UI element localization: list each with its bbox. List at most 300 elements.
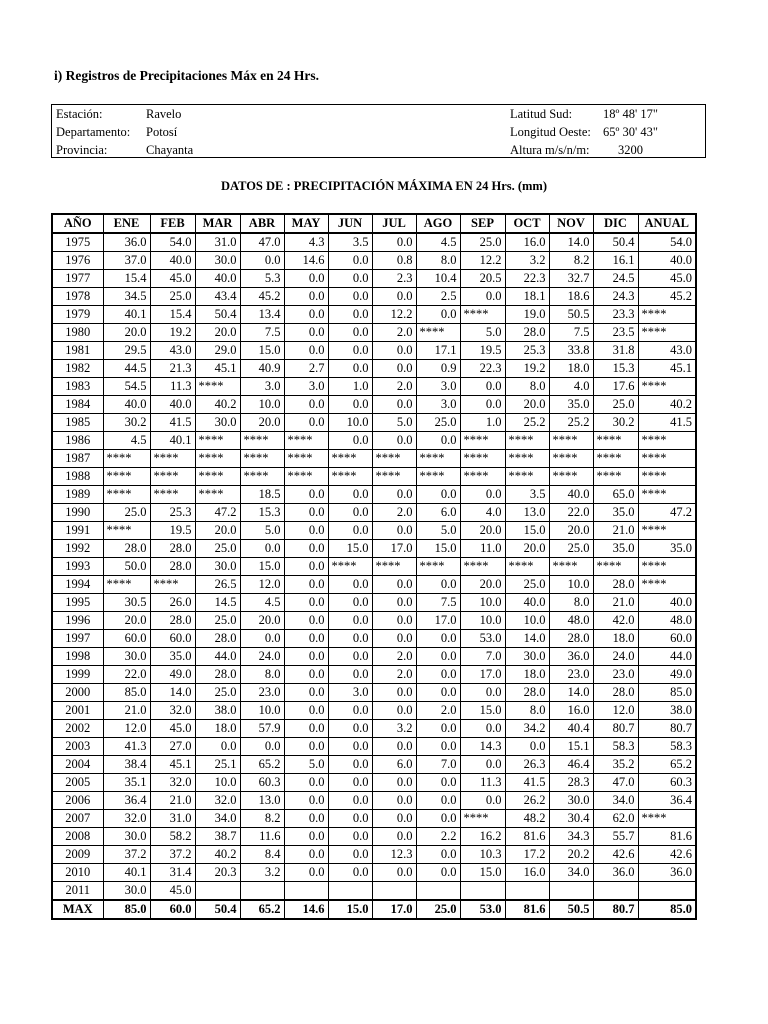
value-cell: 0.0 bbox=[328, 810, 372, 828]
value-cell: 7.5 bbox=[549, 324, 593, 342]
department-value: Potosí bbox=[146, 125, 178, 139]
year-cell: 1999 bbox=[52, 666, 103, 684]
value-cell: 0.0 bbox=[460, 792, 505, 810]
value-cell: 0.0 bbox=[328, 342, 372, 360]
value-cell: 10.0 bbox=[240, 396, 284, 414]
altitude-value: 3200 bbox=[618, 143, 643, 157]
value-cell: **** bbox=[505, 450, 549, 468]
value-cell: 40.1 bbox=[103, 306, 150, 324]
value-cell: **** bbox=[103, 450, 150, 468]
column-header: AGO bbox=[416, 214, 460, 233]
value-cell: 0.0 bbox=[284, 558, 328, 576]
value-cell: 4.0 bbox=[549, 378, 593, 396]
year-cell: 2011 bbox=[52, 882, 103, 901]
column-header: ENE bbox=[103, 214, 150, 233]
value-cell: 25.2 bbox=[549, 414, 593, 432]
value-cell: 41.5 bbox=[150, 414, 195, 432]
value-cell: 3.2 bbox=[372, 720, 416, 738]
value-cell: 0.0 bbox=[328, 432, 372, 450]
value-cell: 49.0 bbox=[638, 666, 696, 684]
value-cell: 0.0 bbox=[372, 738, 416, 756]
province-label: Provincia: bbox=[56, 143, 108, 157]
value-cell: 22.3 bbox=[505, 270, 549, 288]
value-cell: 0.0 bbox=[284, 270, 328, 288]
value-cell: 0.0 bbox=[328, 648, 372, 666]
table-row bbox=[52, 288, 696, 306]
value-cell: 0.0 bbox=[416, 432, 460, 450]
value-cell: **** bbox=[638, 576, 696, 594]
value-cell: 30.0 bbox=[549, 792, 593, 810]
altitude-label: Altura m/s/n/m: bbox=[510, 143, 590, 157]
table-row bbox=[52, 504, 696, 522]
value-cell: 36.0 bbox=[103, 233, 150, 252]
value-cell: 0.0 bbox=[460, 756, 505, 774]
value-cell: 11.3 bbox=[150, 378, 195, 396]
value-cell: 81.6 bbox=[505, 828, 549, 846]
value-cell: **** bbox=[103, 486, 150, 504]
value-cell: 35.0 bbox=[549, 396, 593, 414]
value-cell: 40.0 bbox=[103, 396, 150, 414]
value-cell: 30.0 bbox=[103, 828, 150, 846]
value-cell: 28.0 bbox=[150, 540, 195, 558]
value-cell: 44.0 bbox=[195, 648, 240, 666]
value-cell: 36.0 bbox=[593, 864, 638, 882]
table-row bbox=[52, 432, 696, 450]
value-cell: 30.2 bbox=[103, 414, 150, 432]
value-cell: 34.2 bbox=[505, 720, 549, 738]
value-cell: 47.0 bbox=[240, 233, 284, 252]
value-cell: 18.0 bbox=[505, 666, 549, 684]
value-cell: 17.6 bbox=[593, 378, 638, 396]
value-cell: 5.0 bbox=[460, 324, 505, 342]
value-cell: 0.0 bbox=[284, 864, 328, 882]
value-cell: **** bbox=[549, 468, 593, 486]
value-cell: 0.0 bbox=[284, 810, 328, 828]
value-cell: 7.0 bbox=[460, 648, 505, 666]
value-cell: 16.2 bbox=[460, 828, 505, 846]
value-cell: 16.0 bbox=[549, 702, 593, 720]
table-row bbox=[52, 522, 696, 540]
value-cell: 0.0 bbox=[284, 792, 328, 810]
value-cell: 0.0 bbox=[284, 288, 328, 306]
value-cell: 17.0 bbox=[416, 612, 460, 630]
year-cell: 2002 bbox=[52, 720, 103, 738]
value-cell: 53.0 bbox=[460, 630, 505, 648]
value-cell: 29.5 bbox=[103, 342, 150, 360]
value-cell: 36.0 bbox=[549, 648, 593, 666]
value-cell: 20.0 bbox=[505, 540, 549, 558]
value-cell bbox=[284, 882, 328, 901]
value-cell: **** bbox=[549, 432, 593, 450]
value-cell: 50.0 bbox=[103, 558, 150, 576]
value-cell: **** bbox=[505, 432, 549, 450]
value-cell: 4.0 bbox=[460, 504, 505, 522]
value-cell: 32.0 bbox=[103, 810, 150, 828]
value-cell: 0.0 bbox=[416, 666, 460, 684]
table-row bbox=[52, 846, 696, 864]
value-cell: 14.0 bbox=[505, 630, 549, 648]
table-row bbox=[52, 414, 696, 432]
value-cell: 24.5 bbox=[593, 270, 638, 288]
value-cell: 48.0 bbox=[549, 612, 593, 630]
value-cell: 0.0 bbox=[328, 288, 372, 306]
value-cell: 10.3 bbox=[460, 846, 505, 864]
value-cell: 2.7 bbox=[284, 360, 328, 378]
value-cell: 12.0 bbox=[593, 702, 638, 720]
value-cell: 14.0 bbox=[150, 684, 195, 702]
value-cell: 35.0 bbox=[593, 504, 638, 522]
value-cell: 43.0 bbox=[150, 342, 195, 360]
value-cell: 15.4 bbox=[103, 270, 150, 288]
value-cell: 48.0 bbox=[638, 612, 696, 630]
value-cell: 58.2 bbox=[150, 828, 195, 846]
value-cell: 42.0 bbox=[593, 612, 638, 630]
year-cell: 1998 bbox=[52, 648, 103, 666]
value-cell: 20.0 bbox=[195, 324, 240, 342]
value-cell: 35.0 bbox=[638, 540, 696, 558]
value-cell: 31.4 bbox=[150, 864, 195, 882]
value-cell: 12.3 bbox=[372, 846, 416, 864]
value-cell: 30.2 bbox=[593, 414, 638, 432]
value-cell: 45.0 bbox=[638, 270, 696, 288]
value-cell: 35.0 bbox=[150, 648, 195, 666]
value-cell: 22.0 bbox=[103, 666, 150, 684]
value-cell: **** bbox=[638, 432, 696, 450]
value-cell: 40.0 bbox=[150, 252, 195, 270]
value-cell: 0.0 bbox=[416, 630, 460, 648]
value-cell: 0.0 bbox=[240, 630, 284, 648]
value-cell: 20.0 bbox=[460, 522, 505, 540]
value-cell: 20.0 bbox=[103, 324, 150, 342]
value-cell bbox=[416, 882, 460, 901]
value-cell bbox=[195, 882, 240, 901]
value-cell: 41.5 bbox=[638, 414, 696, 432]
value-cell: 25.0 bbox=[195, 684, 240, 702]
value-cell: 0.0 bbox=[328, 720, 372, 738]
value-cell: 0.0 bbox=[284, 828, 328, 846]
year-cell: 1994 bbox=[52, 576, 103, 594]
value-cell: 0.0 bbox=[328, 594, 372, 612]
value-cell: 0.0 bbox=[416, 864, 460, 882]
value-cell: **** bbox=[638, 486, 696, 504]
value-cell: 2.5 bbox=[416, 288, 460, 306]
value-cell: 50.4 bbox=[195, 900, 240, 919]
value-cell: 8.4 bbox=[240, 846, 284, 864]
value-cell: 40.0 bbox=[638, 252, 696, 270]
value-cell: 0.0 bbox=[284, 702, 328, 720]
value-cell: 23.0 bbox=[593, 666, 638, 684]
value-cell: 14.6 bbox=[284, 252, 328, 270]
value-cell: 30.0 bbox=[505, 648, 549, 666]
value-cell: 8.0 bbox=[549, 594, 593, 612]
year-cell: 1990 bbox=[52, 504, 103, 522]
value-cell: 30.0 bbox=[195, 414, 240, 432]
value-cell: **** bbox=[150, 486, 195, 504]
value-cell: 28.3 bbox=[549, 774, 593, 792]
value-cell: 2.0 bbox=[416, 702, 460, 720]
value-cell: 0.0 bbox=[416, 486, 460, 504]
value-cell: 29.0 bbox=[195, 342, 240, 360]
value-cell: 45.1 bbox=[195, 360, 240, 378]
value-cell: 3.0 bbox=[416, 378, 460, 396]
value-cell: 48.2 bbox=[505, 810, 549, 828]
value-cell: 0.0 bbox=[284, 738, 328, 756]
value-cell: 23.3 bbox=[593, 306, 638, 324]
year-cell: 1995 bbox=[52, 594, 103, 612]
value-cell: 50.4 bbox=[593, 233, 638, 252]
value-cell: 10.0 bbox=[549, 576, 593, 594]
value-cell: 34.0 bbox=[549, 864, 593, 882]
value-cell: 40.0 bbox=[195, 270, 240, 288]
value-cell: **** bbox=[416, 450, 460, 468]
value-cell: 15.0 bbox=[460, 864, 505, 882]
value-cell: **** bbox=[195, 450, 240, 468]
value-cell: 0.0 bbox=[460, 396, 505, 414]
value-cell: 0.0 bbox=[240, 252, 284, 270]
value-cell: 0.0 bbox=[416, 648, 460, 666]
value-cell: 3.0 bbox=[416, 396, 460, 414]
value-cell: **** bbox=[284, 432, 328, 450]
value-cell: 43.4 bbox=[195, 288, 240, 306]
value-cell: **** bbox=[328, 468, 372, 486]
value-cell: 50.5 bbox=[549, 306, 593, 324]
table-row bbox=[52, 756, 696, 774]
longitude-value: 65º 30' 43" bbox=[603, 125, 658, 139]
value-cell: 10.0 bbox=[460, 594, 505, 612]
province-value: Chayanta bbox=[146, 143, 194, 157]
table-row bbox=[52, 558, 696, 576]
longitude-label: Longitud Oeste: bbox=[510, 125, 591, 139]
value-cell: 50.5 bbox=[549, 900, 593, 919]
value-cell: 16.0 bbox=[505, 864, 549, 882]
value-cell: 11.3 bbox=[460, 774, 505, 792]
value-cell: 25.3 bbox=[150, 504, 195, 522]
value-cell: 38.0 bbox=[195, 702, 240, 720]
table-row bbox=[52, 342, 696, 360]
column-header: FEB bbox=[150, 214, 195, 233]
value-cell: 0.0 bbox=[284, 486, 328, 504]
column-header: NOV bbox=[549, 214, 593, 233]
value-cell: 62.0 bbox=[593, 810, 638, 828]
value-cell: 30.0 bbox=[195, 252, 240, 270]
value-cell: 0.0 bbox=[372, 342, 416, 360]
value-cell: 3.0 bbox=[284, 378, 328, 396]
value-cell: 8.2 bbox=[549, 252, 593, 270]
value-cell: **** bbox=[195, 432, 240, 450]
value-cell: **** bbox=[195, 468, 240, 486]
value-cell: **** bbox=[195, 378, 240, 396]
value-cell: 25.0 bbox=[416, 900, 460, 919]
year-cell: 2001 bbox=[52, 702, 103, 720]
value-cell: 0.0 bbox=[328, 252, 372, 270]
value-cell: **** bbox=[328, 450, 372, 468]
value-cell: 0.0 bbox=[416, 720, 460, 738]
column-header: MAR bbox=[195, 214, 240, 233]
value-cell: 0.0 bbox=[372, 432, 416, 450]
value-cell: 4.3 bbox=[284, 233, 328, 252]
value-cell: **** bbox=[372, 558, 416, 576]
value-cell: 17.0 bbox=[460, 666, 505, 684]
value-cell: 0.0 bbox=[328, 738, 372, 756]
value-cell: 10.0 bbox=[328, 414, 372, 432]
table-row bbox=[52, 774, 696, 792]
value-cell: 40.0 bbox=[549, 486, 593, 504]
value-cell: 41.5 bbox=[505, 774, 549, 792]
latitude-label: Latitud Sud: bbox=[510, 107, 573, 121]
max-row bbox=[52, 900, 696, 919]
value-cell: **** bbox=[549, 558, 593, 576]
value-cell: 25.0 bbox=[593, 396, 638, 414]
value-cell: 18.0 bbox=[593, 630, 638, 648]
year-cell: 2008 bbox=[52, 828, 103, 846]
value-cell: **** bbox=[150, 468, 195, 486]
column-header: DIC bbox=[593, 214, 638, 233]
value-cell: 0.0 bbox=[460, 288, 505, 306]
value-cell: 17.0 bbox=[372, 900, 416, 919]
value-cell: 0.0 bbox=[195, 738, 240, 756]
value-cell: 0.0 bbox=[328, 666, 372, 684]
value-cell: 45.0 bbox=[150, 882, 195, 901]
table-row bbox=[52, 810, 696, 828]
value-cell: 40.2 bbox=[195, 396, 240, 414]
value-cell: 17.2 bbox=[505, 846, 549, 864]
value-cell: 8.0 bbox=[505, 702, 549, 720]
value-cell: 0.0 bbox=[284, 576, 328, 594]
value-cell: 34.3 bbox=[549, 828, 593, 846]
value-cell: 0.0 bbox=[284, 324, 328, 342]
table-row bbox=[52, 233, 696, 252]
year-cell: 1986 bbox=[52, 432, 103, 450]
table-subtitle: DATOS DE : PRECIPITACIÓN MÁXIMA EN 24 Hrs. (mm) bbox=[220, 179, 548, 193]
value-cell: 24.0 bbox=[593, 648, 638, 666]
value-cell: 0.0 bbox=[328, 612, 372, 630]
value-cell: **** bbox=[416, 558, 460, 576]
year-cell: 1977 bbox=[52, 270, 103, 288]
year-cell: 1981 bbox=[52, 342, 103, 360]
year-cell: 1988 bbox=[52, 468, 103, 486]
table-row bbox=[52, 576, 696, 594]
value-cell: 0.0 bbox=[284, 522, 328, 540]
value-cell: 25.0 bbox=[549, 540, 593, 558]
table-row bbox=[52, 828, 696, 846]
value-cell: 57.9 bbox=[240, 720, 284, 738]
value-cell: 40.2 bbox=[638, 396, 696, 414]
value-cell: 0.0 bbox=[460, 684, 505, 702]
value-cell: 15.0 bbox=[505, 522, 549, 540]
value-cell: 25.3 bbox=[505, 342, 549, 360]
value-cell: **** bbox=[638, 522, 696, 540]
year-cell: 1996 bbox=[52, 612, 103, 630]
value-cell: 0.0 bbox=[328, 702, 372, 720]
value-cell: 1.0 bbox=[460, 414, 505, 432]
value-cell: 45.0 bbox=[150, 720, 195, 738]
value-cell: 10.0 bbox=[460, 612, 505, 630]
column-header: AÑO bbox=[52, 214, 103, 233]
value-cell: 0.0 bbox=[284, 396, 328, 414]
value-cell: 12.2 bbox=[460, 252, 505, 270]
table-row bbox=[52, 648, 696, 666]
value-cell: **** bbox=[505, 468, 549, 486]
value-cell: 0.0 bbox=[328, 360, 372, 378]
value-cell: **** bbox=[460, 810, 505, 828]
value-cell: 34.0 bbox=[195, 810, 240, 828]
value-cell: **** bbox=[150, 576, 195, 594]
value-cell: 7.5 bbox=[240, 324, 284, 342]
value-cell: 5.0 bbox=[284, 756, 328, 774]
value-cell: 14.3 bbox=[460, 738, 505, 756]
value-cell: 34.5 bbox=[103, 288, 150, 306]
value-cell: 8.0 bbox=[240, 666, 284, 684]
value-cell: 3.2 bbox=[505, 252, 549, 270]
year-cell: 2005 bbox=[52, 774, 103, 792]
value-cell: **** bbox=[593, 450, 638, 468]
value-cell: **** bbox=[638, 810, 696, 828]
value-cell: 40.0 bbox=[638, 594, 696, 612]
value-cell: 85.0 bbox=[638, 900, 696, 919]
value-cell: 40.1 bbox=[103, 864, 150, 882]
value-cell: 0.0 bbox=[328, 486, 372, 504]
department-label: Departamento: bbox=[56, 125, 131, 139]
value-cell: 15.0 bbox=[328, 540, 372, 558]
value-cell: 15.4 bbox=[150, 306, 195, 324]
value-cell: 0.0 bbox=[284, 504, 328, 522]
value-cell: 2.2 bbox=[416, 828, 460, 846]
value-cell: 28.0 bbox=[150, 612, 195, 630]
station-info-box bbox=[51, 104, 706, 158]
value-cell: 0.0 bbox=[416, 576, 460, 594]
value-cell: **** bbox=[103, 468, 150, 486]
year-cell: 2003 bbox=[52, 738, 103, 756]
value-cell: 0.0 bbox=[284, 720, 328, 738]
value-cell: 21.3 bbox=[150, 360, 195, 378]
value-cell: 65.0 bbox=[593, 486, 638, 504]
value-cell: 22.0 bbox=[549, 504, 593, 522]
value-cell: 65.2 bbox=[638, 756, 696, 774]
value-cell: 0.0 bbox=[460, 720, 505, 738]
value-cell: 18.1 bbox=[505, 288, 549, 306]
value-cell: 2.0 bbox=[372, 648, 416, 666]
value-cell: 3.5 bbox=[328, 233, 372, 252]
value-cell: 28.0 bbox=[150, 558, 195, 576]
value-cell: 0.0 bbox=[328, 774, 372, 792]
value-cell: 25.0 bbox=[416, 414, 460, 432]
value-cell: 10.0 bbox=[195, 774, 240, 792]
value-cell: 24.3 bbox=[593, 288, 638, 306]
value-cell: 38.4 bbox=[103, 756, 150, 774]
value-cell: 25.0 bbox=[150, 288, 195, 306]
value-cell: 8.2 bbox=[240, 810, 284, 828]
value-cell: 60.0 bbox=[150, 900, 195, 919]
value-cell: 32.0 bbox=[150, 774, 195, 792]
value-cell: **** bbox=[638, 558, 696, 576]
value-cell: 0.0 bbox=[240, 540, 284, 558]
table-row bbox=[52, 306, 696, 324]
value-cell: 0.0 bbox=[328, 324, 372, 342]
value-cell: 35.1 bbox=[103, 774, 150, 792]
value-cell: 21.0 bbox=[150, 792, 195, 810]
value-cell: 19.5 bbox=[460, 342, 505, 360]
value-cell: 2.0 bbox=[372, 666, 416, 684]
value-cell: 28.0 bbox=[195, 630, 240, 648]
value-cell: 36.0 bbox=[638, 864, 696, 882]
value-cell: 54.0 bbox=[150, 233, 195, 252]
value-cell: 30.4 bbox=[549, 810, 593, 828]
value-cell: 20.0 bbox=[240, 414, 284, 432]
table-row bbox=[52, 396, 696, 414]
table-row bbox=[52, 360, 696, 378]
value-cell bbox=[240, 882, 284, 901]
value-cell: 0.0 bbox=[372, 288, 416, 306]
